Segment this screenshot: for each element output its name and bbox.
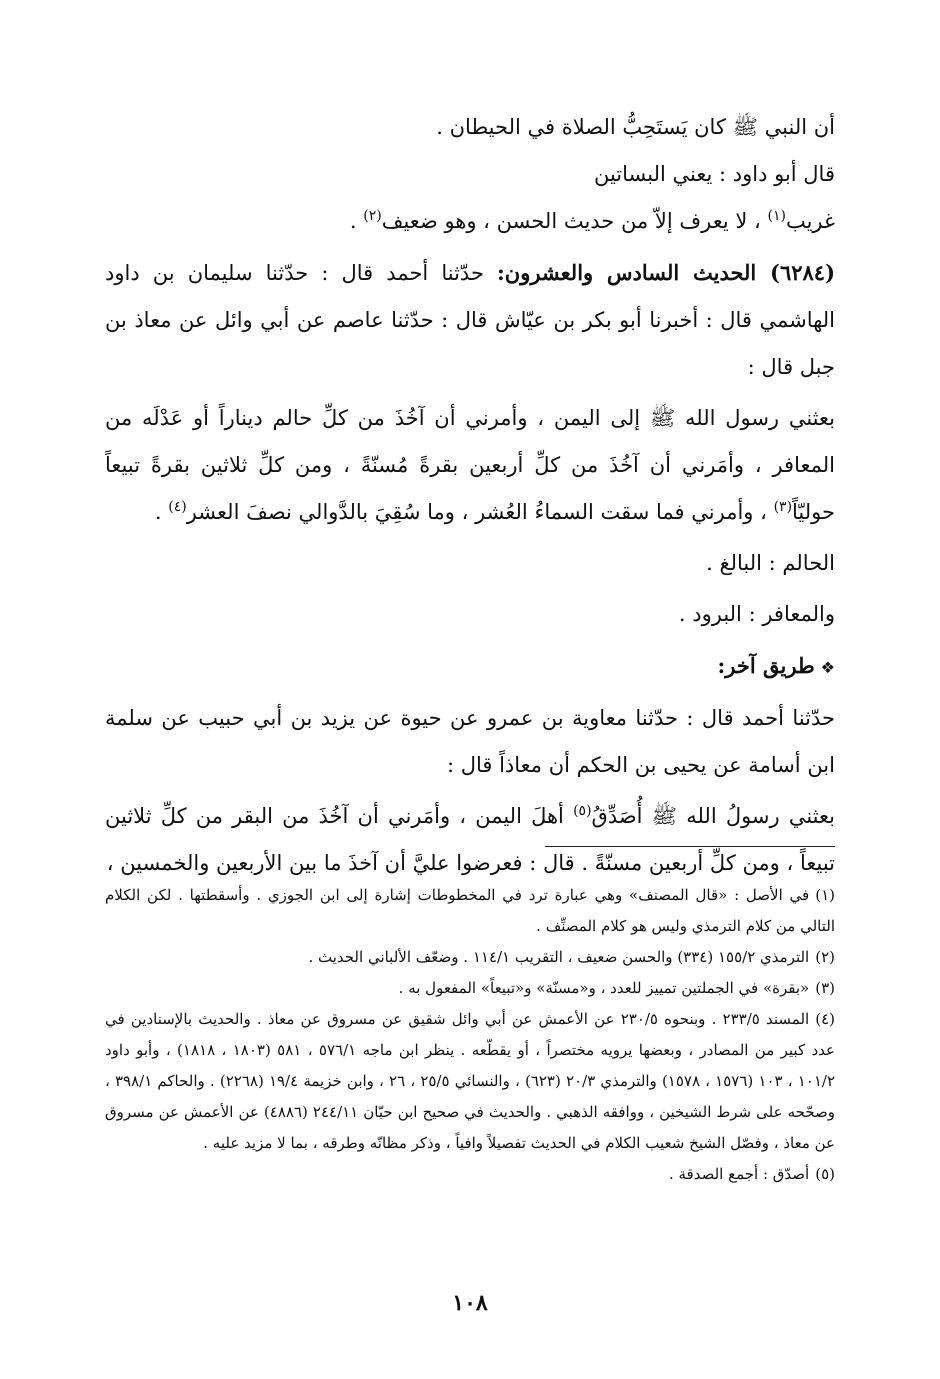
footnote-text: «بقرة» في الجملتين تمييز للعدد ، و«مسنّة» و«تبيعاً» المفعول به . <box>398 979 810 997</box>
hadith-heading: (٦٢٨٤) الحديث السادس والعشرون: <box>497 260 835 285</box>
footnote-5 <box>105 1159 835 1190</box>
matn-paragraph: بعثني رسول الله ﷺ إلى اليمن ، وأمرني أن آخُذَ من كلِّ حالم ديناراً أو عَدْلَه من المعافر ، وأمَرني أن آخُذَ من كلِّ أربعين بقرةً مُسنّةً ، ومن كلِّ ثلاثين بقرةً تبيعاً حوليّاً$^{(٣)}$ ، وأمرني فما سقت السماءُ العُشر ، وما سُقِيَ بالدَّوالي نصفَ العشر$^{(٤)}$ . <box>105 406 835 524</box>
footnote-4 <box>105 1004 835 1159</box>
gloss-2: والمعافر : البرود . <box>678 602 835 626</box>
text-line-2: قال أبو داود : يعني البساتين <box>593 162 835 186</box>
footnote-text: الترمذي ١٥٥/٢ (٣٣٤) والحسن ضعيف ، التقريب ١١٤/١ . وضعّف الألباني الحديث . <box>308 948 810 966</box>
footnote-text: المسند ٢٣٣/٥ . وبنحوه ٢٣٠/٥ عن الأعمش عن أبي وائل شقيق عن مسروق عن معاذ . والحديث بالإسنادين في عدد كبير من المصادر ، وبعضها يرويه مختصراً ، أو يقطّعه . ينظر ابن ماجه ٥٧٦/١ ، ٥٨١ (١٨٠٣ ، ١٨١٨) ، وأبو داود ١٠١/٢ ، ١٠٣ (١٥٧٦ ، ١٥٧٨) والترمذي ٢٠/٣ (٦٢٣) ، والنسائي ٢٥/٥ ، ٢٦ ، وابن خزيمة ١٩/٤ (٢٢٦٨) . والحاكم ٣٩٨/١ ، وصحّحه على شرط الشيخين ، ووافقه الذهبي . والحديث في صحيح ابن حبّان ٢٤٤/١١ (٤٨٨٦) عن الأعمش عن مسروق عن معاذ ، وفصّل الشيخ شعيب الكلام في الحديث تفصيلاً وافياً ، وذكر مظانّه وطرقه ، بما لا مزيد عليه . <box>105 1010 835 1152</box>
footnote-number: (٣) <box>815 979 835 997</box>
footnote-number: (٤) <box>815 1010 835 1028</box>
footnote-ref-1[interactable]: (١) <box>767 208 786 224</box>
footnote-2 <box>105 942 835 973</box>
gloss-1: الحالم : البالغ . <box>706 551 835 575</box>
tariq-heading: طريق آخر: <box>717 653 815 678</box>
footnote-number: (٥) <box>815 1165 835 1183</box>
diamond-icon: ❖ <box>820 658 835 677</box>
footnotes <box>105 880 835 1190</box>
tariq-isnad: حدّثنا أحمد قال : حدّثنا معاوية بن عمرو عن حيوة عن يزيد بن أبي حبيب عن سلمة ابن أسامة عن يحيى بن الحكم أن معاذاً قال : <box>105 706 835 777</box>
footnote-ref-4[interactable]: (٤) <box>168 499 187 515</box>
footnote-ref-2[interactable]: (٢) <box>363 208 382 224</box>
text-line-1: أن النبي ﷺ كان يَستَحِبُّ الصلاة في الحيطان . <box>436 115 835 139</box>
page-number: ١٠٨ <box>452 1290 488 1316</box>
footnote-number: (١) <box>815 886 836 904</box>
hadith-isnad: حدّثنا أحمد قال : حدّثنا سليمان بن داود الهاشمي قال : أخبرنا أبو بكر بن عيّاش قال : حدّثنا عاصم عن أبي وائل عن معاذ بن جبل قال : <box>105 261 835 379</box>
footnote-text: أصدّق : أجمع الصدقة . <box>668 1165 810 1183</box>
footnote-number: (٢) <box>815 948 835 966</box>
footnote-ref-3[interactable]: (٣) <box>773 499 793 515</box>
footnote-text: في الأصل : «قال المصنف» وهي عبارة ترد في المخطوطات إشارة إلى ابن الجوزي . وأسقطتها . لكن الكلام التالي من كلام الترمذي وليس هو كلام المصنِّف . <box>105 886 835 935</box>
hadith-paragraph <box>105 249 835 391</box>
main-text <box>105 104 835 887</box>
footnote-3 <box>105 973 835 1004</box>
footnote-ref-5[interactable]: (٥) <box>573 803 592 819</box>
tariq-heading-line <box>105 642 835 691</box>
text-line-3: غريب$^{(١)}$ ، لا يعرف إلاّ من حديث الحسن ، وهو ضعيف$^{(٢)}$ . <box>349 208 835 233</box>
footnote-divider <box>545 846 835 847</box>
matn2-paragraph: بعثني رسولُ الله ﷺ أُصَدِّقُ$^{(٥)}$ أهلَ اليمن ، وأمَرني أن آخُذَ من البقر من كلِّ ثلاثين تبيعاً ، ومن كلِّ أربعين مسنّةً . قال : فعرضوا عليَّ أن آخذَ ما بين الأربعين والخمسين ، <box>105 803 835 875</box>
footnote-1 <box>105 880 835 942</box>
